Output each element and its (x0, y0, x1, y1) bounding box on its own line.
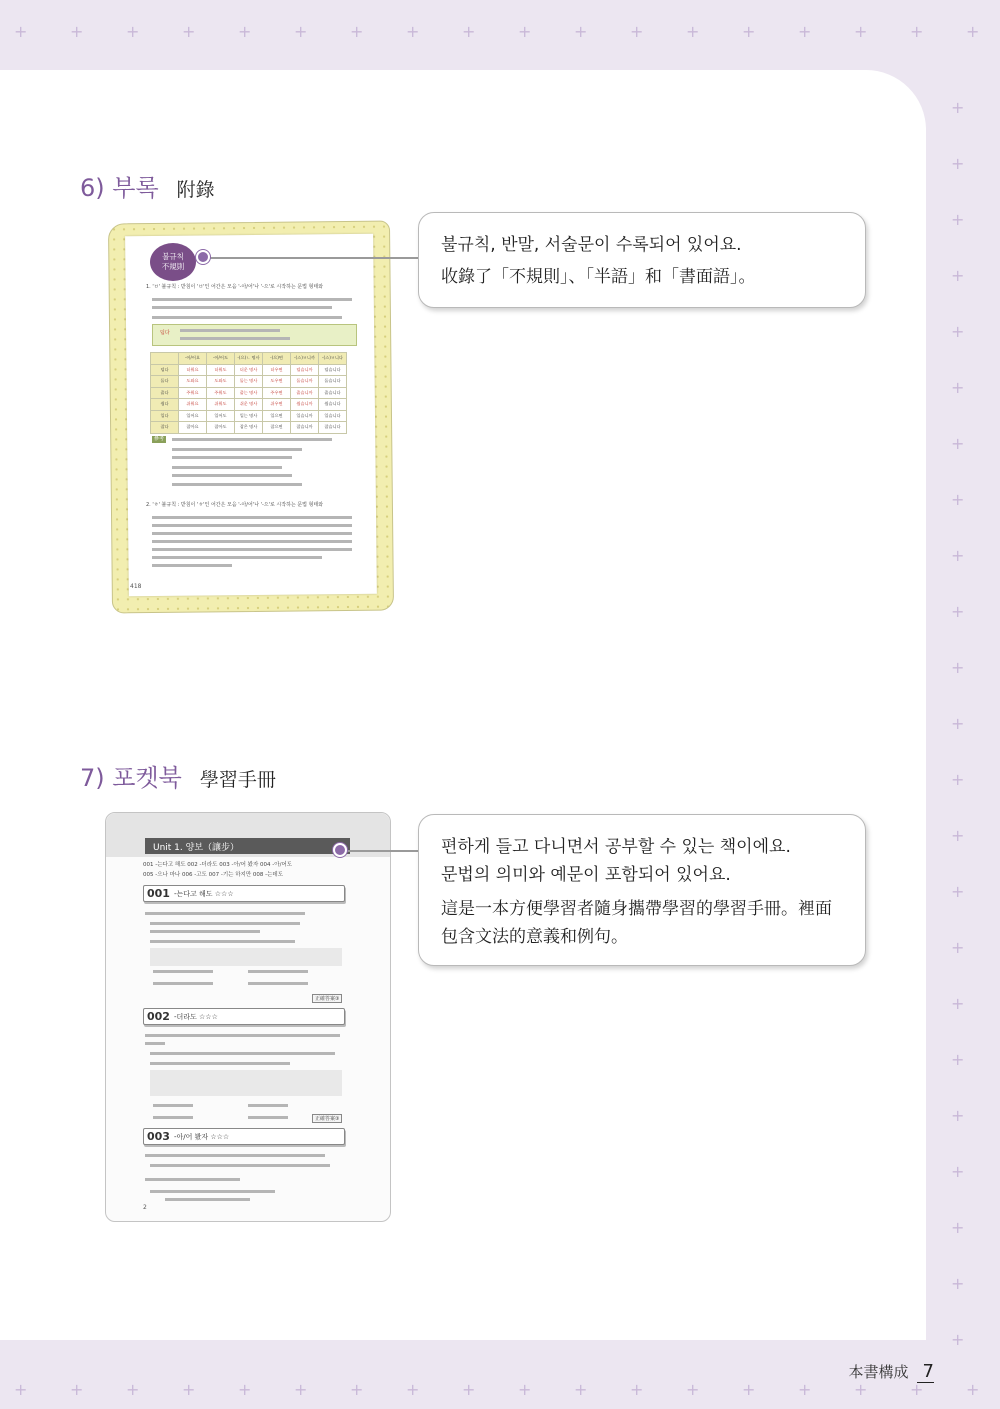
plus-decoration: + (951, 714, 965, 733)
text-line (172, 438, 332, 441)
grammar-item-001 (143, 885, 345, 902)
text-line (150, 1052, 335, 1055)
table-cell: 쉬워도 (207, 399, 235, 411)
table-cell: 더워도 (207, 364, 235, 376)
text-line (153, 1104, 193, 1107)
plus-decoration: + (951, 98, 965, 117)
table-cell: 입습니까 (291, 410, 319, 422)
table-row (151, 353, 347, 365)
plus-decoration: + (14, 22, 28, 41)
text-line (153, 970, 213, 973)
table-cell: 잡다 (151, 422, 179, 434)
plus-decoration: + (951, 210, 965, 229)
section-6-title: 附錄 (176, 179, 215, 201)
table-cell: -(스)ㅂ니다 (319, 353, 347, 365)
plus-decoration: + (518, 1380, 532, 1399)
table-cell: 잡아도 (207, 422, 235, 434)
table-cell: 잡은 명사 (235, 422, 263, 434)
plus-decoration: + (951, 882, 965, 901)
plus-decoration: + (294, 1380, 308, 1399)
text-line (172, 474, 292, 477)
table-cell: 줍는 명사 (235, 387, 263, 399)
plus-decoration: + (798, 22, 812, 41)
grammar-item-002 (143, 1008, 345, 1025)
table-cell: 도우면 (263, 376, 291, 388)
plus-decoration: + (966, 22, 980, 41)
callout-dot (196, 250, 210, 264)
table-row (151, 376, 347, 388)
example-box (152, 324, 357, 346)
appendix-item1-text: 1. 'ㅂ' 불규칙 : 받침이 'ㅂ'인 어간은 모음 '-아/어'나 '-으'로 시작하는 문법 형태와 (146, 284, 324, 290)
item-number: 002 (147, 1010, 170, 1023)
table-cell: 도와요 (179, 376, 207, 388)
text-line (150, 1062, 290, 1065)
text-line (152, 532, 352, 535)
text-line (172, 456, 292, 459)
plus-decoration: + (951, 378, 965, 397)
appendix-callout-ko: 불규칙, 반말, 서술문이 수록되어 있어요. (441, 235, 742, 255)
plus-decoration: + (951, 770, 965, 789)
item-title: -더라도 ☆☆☆ (174, 1013, 218, 1021)
pocketbook-callout (418, 814, 866, 966)
text-line (152, 564, 232, 567)
plus-decoration: + (238, 22, 252, 41)
text-line (165, 1198, 250, 1201)
item-title: -아/어 봤자 ☆☆☆ (174, 1133, 230, 1141)
appendix-item2-text: 2. 'ㅎ' 불규칙 : 받침이 'ㅎ'인 어간은 모음 '-아/어'나 '-으'로 시작하는 문법 형태와 (146, 502, 324, 508)
table-cell: 줍습니다 (319, 387, 347, 399)
text-line (248, 970, 308, 973)
unit-title: Unit 1. 양보（讓步） (145, 838, 350, 854)
table-cell: 돕습니다 (319, 376, 347, 388)
plus-decoration: + (951, 1106, 965, 1125)
grammar-list: 001 -는다고 해도 002 -더라도 003 -아/어 봤자 004 -아/어도 (143, 862, 293, 868)
plus-decoration: + (854, 22, 868, 41)
table-cell (151, 353, 179, 365)
plus-decoration: + (951, 322, 965, 341)
plus-decoration: + (630, 22, 644, 41)
plus-decoration: + (518, 22, 532, 41)
table-cell: 주우면 (263, 387, 291, 399)
text-line (180, 337, 290, 340)
table-cell: 줍다 (151, 387, 179, 399)
plus-decoration: + (854, 1380, 868, 1399)
table-cell: 주워요 (179, 387, 207, 399)
plus-decoration: + (686, 1380, 700, 1399)
text-line (152, 306, 332, 309)
irregular-bubble: 불규칙 不規則 (150, 243, 196, 281)
text-line (152, 540, 352, 543)
table-cell: 줍습니까 (291, 387, 319, 399)
example-verb: 덥다 (160, 330, 170, 336)
table-row (151, 387, 347, 399)
plus-decoration: + (406, 22, 420, 41)
text-line (150, 930, 260, 933)
text-line (145, 1178, 240, 1181)
plus-decoration: + (798, 1380, 812, 1399)
callout-connector (200, 257, 420, 259)
plus-decoration: + (951, 1330, 965, 1349)
plus-decoration: + (574, 22, 588, 41)
text-line (172, 448, 302, 451)
plus-decoration: + (951, 826, 965, 845)
section-6-heading (80, 168, 215, 203)
appendix-page-number: 418 (130, 583, 142, 590)
pocketbook-callout-zh: 這是一本方便學習者隨身攜帶學習的學習手冊。裡面包含文法的意義和例句。 (441, 899, 832, 947)
plus-decoration: + (951, 1218, 965, 1237)
table-cell: 입어도 (207, 410, 235, 422)
text-line (172, 466, 282, 469)
plus-decoration: + (574, 1380, 588, 1399)
text-line (152, 298, 352, 301)
plus-decoration: + (686, 22, 700, 41)
table-cell: 주워도 (207, 387, 235, 399)
table-cell: 돕는 명사 (235, 376, 263, 388)
text-line (150, 940, 295, 943)
table-cell: 덥습니까 (291, 364, 319, 376)
answer-tag: 正確答案③ (312, 1114, 342, 1123)
table-cell: 입는 명사 (235, 410, 263, 422)
text-line (153, 982, 213, 985)
plus-decoration: + (951, 266, 965, 285)
text-line (145, 912, 305, 915)
table-cell: 도와도 (207, 376, 235, 388)
plus-decoration: + (951, 434, 965, 453)
table-cell: 돕다 (151, 376, 179, 388)
table-cell: 쉽다 (151, 399, 179, 411)
footer-title: 本書構成 (848, 1363, 909, 1381)
text-line (145, 1034, 340, 1037)
plus-decoration: + (182, 1380, 196, 1399)
plus-decoration: + (951, 490, 965, 509)
plus-decoration: + (951, 1050, 965, 1069)
text-line (248, 1116, 288, 1119)
grammar-item-003 (143, 1128, 345, 1145)
table-cell: 돕습니까 (291, 376, 319, 388)
table-row (151, 364, 347, 376)
table-row (151, 399, 347, 411)
table-cell: 잡아요 (179, 422, 207, 434)
plus-decoration: + (951, 1162, 965, 1181)
text-line (172, 483, 302, 486)
table-cell: 쉬운 명사 (235, 399, 263, 411)
item-number: 001 (147, 887, 170, 900)
grammar-list-2: 005 -으나 마나 006 -고도 007 -기는 하지만 008 -는데도 (143, 872, 284, 878)
plus-decoration: + (14, 1380, 28, 1399)
table-cell: 쉬워요 (179, 399, 207, 411)
table-cell: 입어요 (179, 410, 207, 422)
text-line (248, 982, 308, 985)
plus-decoration: + (951, 602, 965, 621)
table-cell: 입다 (151, 410, 179, 422)
plus-decoration: + (238, 1380, 252, 1399)
table-row (151, 422, 347, 434)
plus-decoration: + (630, 1380, 644, 1399)
plus-decoration: + (951, 658, 965, 677)
text-line (152, 548, 352, 551)
table-cell: 더운 명사 (235, 364, 263, 376)
plus-decoration: + (294, 22, 308, 41)
plus-decoration: + (910, 1380, 924, 1399)
text-line (150, 1190, 275, 1193)
table-cell: 잡습니까 (291, 422, 319, 434)
text-line (145, 1042, 165, 1045)
page-number: 7 (917, 1361, 934, 1383)
plus-decoration: + (742, 22, 756, 41)
table-cell: 입으면 (263, 410, 291, 422)
callout-dot (333, 843, 347, 857)
plus-decoration: + (462, 22, 476, 41)
plus-decoration: + (70, 1380, 84, 1399)
table-cell: 쉽습니까 (291, 399, 319, 411)
table-cell: -아/어도 (207, 353, 235, 365)
table-cell: 쉽습니다 (319, 399, 347, 411)
example-box (150, 1070, 342, 1096)
table-cell: 잡습니다 (319, 422, 347, 434)
table-cell: -아/어요 (179, 353, 207, 365)
table-cell: 입습니다 (319, 410, 347, 422)
plus-decoration: + (182, 22, 196, 41)
text-line (152, 516, 352, 519)
page-footer (849, 1361, 934, 1383)
text-line (150, 1164, 330, 1167)
conjugation-table (150, 352, 347, 434)
plus-decoration: + (350, 1380, 364, 1399)
reference-tag: 參考 (154, 436, 165, 442)
plus-decoration: + (126, 22, 140, 41)
table-row (151, 410, 347, 422)
answer-tag: 正確答案③ (312, 994, 342, 1003)
plus-decoration: + (462, 1380, 476, 1399)
section-7-heading (80, 758, 276, 793)
plus-decoration: + (951, 994, 965, 1013)
text-line (248, 1104, 288, 1107)
pocketbook-callout-ko-2: 문법의 의미와 예문이 포함되어 있어요. (441, 865, 731, 885)
table-cell: 더우면 (263, 364, 291, 376)
plus-decoration: + (350, 22, 364, 41)
table-cell: 잡으면 (263, 422, 291, 434)
text-line (152, 316, 342, 319)
plus-decoration: + (951, 546, 965, 565)
appendix-callout (418, 212, 866, 308)
table-cell: -(으)ㄴ 명사 (235, 353, 263, 365)
appendix-callout-zh: 收錄了「不規則」、「半語」和「書面語」。 (441, 267, 756, 287)
text-line (180, 329, 280, 332)
text-line (145, 1154, 325, 1157)
section-7-number: 7) 포켓북 (80, 764, 182, 792)
callout-connector (345, 850, 420, 852)
item-number: 003 (147, 1130, 170, 1143)
text-line (153, 1116, 193, 1119)
table-cell: 더워요 (179, 364, 207, 376)
pocketbook-page-number: 2 (143, 1204, 147, 1211)
plus-decoration: + (966, 1380, 980, 1399)
text-line (152, 556, 322, 559)
table-cell: -(스)ㅂ니까 (291, 353, 319, 365)
table-cell: 덥다 (151, 364, 179, 376)
plus-decoration: + (951, 938, 965, 957)
plus-decoration: + (742, 1380, 756, 1399)
plus-decoration: + (70, 22, 84, 41)
example-box (150, 948, 342, 966)
plus-decoration: + (951, 1274, 965, 1293)
table-cell: 쉬우면 (263, 399, 291, 411)
text-line (152, 524, 352, 527)
pocketbook-callout-ko-1: 편하게 들고 다니면서 공부할 수 있는 책이에요. (441, 837, 791, 857)
plus-decoration: + (406, 1380, 420, 1399)
table-cell: 덥습니다 (319, 364, 347, 376)
text-line (150, 922, 300, 925)
plus-decoration: + (951, 154, 965, 173)
plus-decoration: + (910, 22, 924, 41)
table-cell: -(으)면 (263, 353, 291, 365)
plus-decoration: + (126, 1380, 140, 1399)
item-title: -는다고 해도 ☆☆☆ (174, 890, 234, 898)
section-7-title: 學習手冊 (199, 769, 276, 791)
section-6-number: 6) 부록 (80, 174, 159, 202)
